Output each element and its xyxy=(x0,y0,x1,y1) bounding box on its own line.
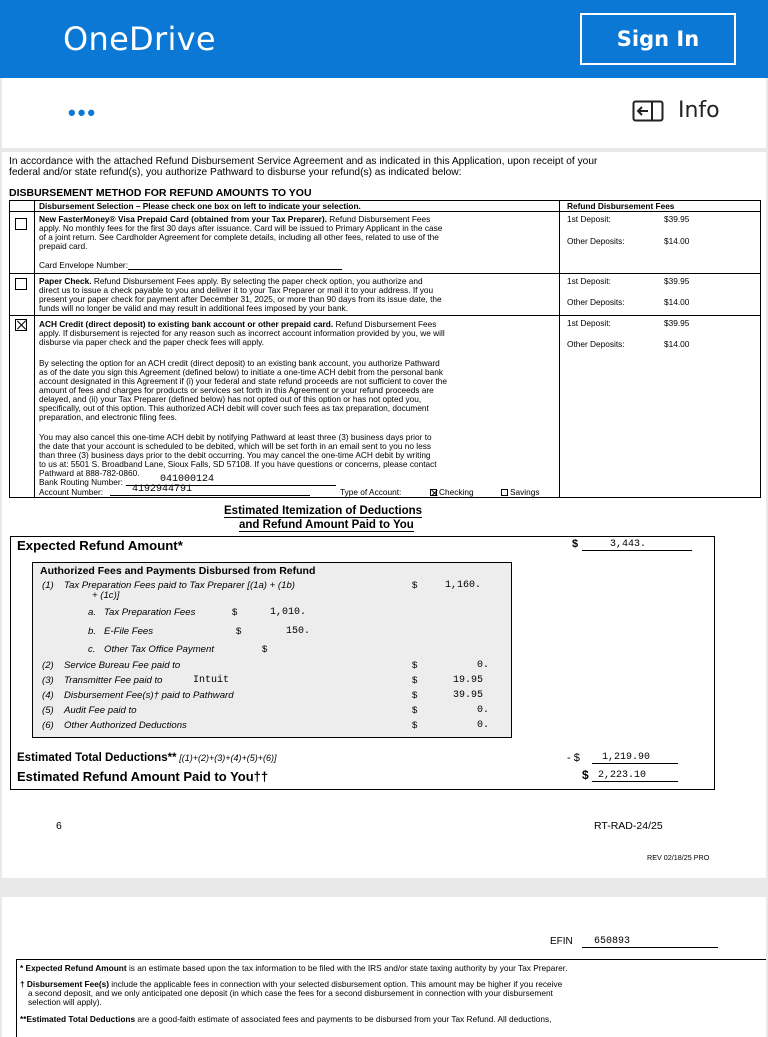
item-1b-label: E-File Fees xyxy=(104,626,154,637)
item-5-value: 0. xyxy=(477,705,490,716)
ach-credit-title: ACH Credit (direct deposit) to existing bank account or other prepaid card. xyxy=(39,319,334,329)
paper-check-checkbox[interactable] xyxy=(15,278,27,290)
item-1-number: (1) xyxy=(42,580,54,591)
card-envelope-label: Card Envelope Number: xyxy=(39,260,129,270)
intro-text-line-2: federal and/or state refund(s), you authorize Pathward to disburse your refund(s) as indicated below: xyxy=(9,167,462,178)
other-deposits-fee: $14.00 xyxy=(664,236,690,246)
page-number: 6 xyxy=(56,820,62,832)
ach-paragraph-2: than three (3) business days prior to the debit occurring. You may cancel the one-time ACH debit by writing xyxy=(39,450,431,460)
section-title: DISBURSEMENT METHOD FOR REFUND AMOUNTS TO YOU xyxy=(9,187,312,199)
other-deposits-label: Other Deposits: xyxy=(567,236,625,246)
item-3-value: 19.95 xyxy=(453,675,484,686)
selection-column-header: Disbursement Selection – Please check one box on left to indicate your selection. xyxy=(39,201,361,211)
item-1c-label: Other Tax Office Payment xyxy=(104,644,215,655)
app-header xyxy=(0,0,768,78)
fees-column-header: Refund Disbursement Fees xyxy=(567,201,675,211)
item-4-dollar: $ xyxy=(412,690,418,701)
other-deposits-fee: $14.00 xyxy=(664,339,690,349)
other-deposits-label: Other Deposits: xyxy=(567,297,625,307)
item-1c-letter: c. xyxy=(88,644,96,655)
item-6-number: (6) xyxy=(42,720,54,731)
note-total-deductions-text: are a good-faith estimate of associated fees and payments to be disbursed from your Tax Refund. All deductions, xyxy=(135,1014,552,1024)
item-3-number: (3) xyxy=(42,675,54,686)
item-1b-value: 150. xyxy=(286,626,311,637)
account-number-label: Account Number: xyxy=(39,487,104,497)
other-deposits-label: Other Deposits: xyxy=(567,339,625,349)
note-disbursement-text: include the applicable fees in connection with your selected disbursement option. This amount may be higher if you receive xyxy=(109,979,563,989)
savings-option[interactable] xyxy=(501,488,540,497)
itemization-subtitle: and Refund Amount Paid to You xyxy=(239,519,414,531)
item-1-label: Tax Preparation Fees paid to Tax Preparer [(1a) + (1b) xyxy=(64,580,295,591)
ach-paragraph-1: account designated in this Agreement if (i) your federal and state refund proceeds are not sufficient to cover the xyxy=(39,376,448,386)
item-3-dollar: $ xyxy=(412,675,418,686)
item-1b-letter: b. xyxy=(88,626,97,637)
total-deductions-label: Estimated Total Deductions** xyxy=(17,752,177,764)
item-4-label: Disbursement Fee(s)† paid to Pathward xyxy=(64,690,234,701)
card-envelope-field[interactable] xyxy=(128,269,342,270)
item-1-value: 1,160. xyxy=(445,580,482,591)
form-id: RT-RAD-24/25 xyxy=(594,820,663,832)
ach-credit-checkbox-checked[interactable] xyxy=(15,319,27,331)
account-number-field[interactable]: 4192944791 xyxy=(110,485,310,496)
ach-paragraph-1: delayed, and (ii) your Tax Preparer (defined below) has not opted out of this option or has not opted you, xyxy=(39,394,422,404)
total-deductions-formula: [(1)+(2)+(3)+(4)+(5)+(6)] xyxy=(179,753,277,763)
note-disbursement-text: a second deposit, and we only anticipated one deposit (in which case the fees for a second disbursement in connection with your disbursement xyxy=(28,988,553,998)
first-deposit-fee: $39.95 xyxy=(664,318,690,328)
item-4-value: 39.95 xyxy=(453,690,484,701)
prepaid-card-checkbox[interactable] xyxy=(15,218,27,230)
item-1a-letter: a. xyxy=(88,607,97,618)
intro-text-line-1: In accordance with the attached Refund Disbursement Service Agreement and as indicated in this Application, upon receipt of your xyxy=(9,156,598,167)
item-2-value: 0. xyxy=(477,660,490,671)
sign-in-button[interactable]: Sign In xyxy=(580,13,736,65)
other-deposits-fee: $14.00 xyxy=(664,297,690,307)
prepaid-card-text: prepaid card. xyxy=(39,241,88,251)
first-deposit-label: 1st Deposit: xyxy=(567,276,611,286)
checking-option[interactable] xyxy=(430,488,474,497)
refund-paid-label: Estimated Refund Amount Paid to You†† xyxy=(17,769,269,784)
note-disbursement-text: selection will apply). xyxy=(28,997,102,1007)
paper-check-title: Paper Check. xyxy=(39,276,92,286)
item-2-number: (2) xyxy=(42,660,54,671)
ach-paragraph-2: You may also cancel this one-time ACH debit by notifying Pathward at least three (3) business days prior to xyxy=(39,432,432,442)
document-page xyxy=(2,152,766,878)
item-6-dollar: $ xyxy=(412,720,418,731)
first-deposit-fee: $39.95 xyxy=(664,214,690,224)
ach-credit-text: Refund Disbursement Fees xyxy=(335,319,437,329)
ach-paragraph-1: as of the date you sign this Agreement (defined below) to initiate a one-time ACH debit from the personal bank xyxy=(39,367,444,377)
total-deductions-dollar: - $ xyxy=(567,752,580,764)
item-1a-value: 1,010. xyxy=(270,607,307,618)
item-4-number: (4) xyxy=(42,690,54,701)
paper-check-text: direct us to issue a check payable to you and deliver it to your Tax Preparer or mail it to your address. If you xyxy=(39,285,434,295)
item-1a-label: Tax Preparation Fees xyxy=(104,607,196,618)
note-total-deductions-term: **Estimated Total Deductions xyxy=(20,1014,136,1024)
prepaid-card-text: of a joint return. See Cardholder Agreement for complete details, including all other fees, related to use of the xyxy=(39,232,439,242)
ach-paragraph-2: to us at: 5501 S. Broadband Lane, Sioux Falls, SD 57108. If you have questions or concerns, please contact xyxy=(39,459,437,469)
itemization-title: Estimated Itemization of Deductions xyxy=(224,505,423,517)
ach-paragraph-2: the date that your account is scheduled to be debited, which will be set forth in an email sent to you no less xyxy=(39,441,432,451)
ach-paragraph-1: By selecting the option for an ACH credit (direct deposit) to an existing bank account, you authorize Pathward xyxy=(39,358,440,368)
paper-check-text: Refund Disbursement Fees apply. By selecting the paper check option, you authorize and xyxy=(93,276,423,286)
expected-refund-label: Expected Refund Amount* xyxy=(17,538,183,553)
refund-paid-value: 2,223.10 xyxy=(592,771,678,782)
item-3-label: Transmitter Fee paid to xyxy=(64,675,163,686)
item-3-payee: Intuit xyxy=(193,675,230,686)
ach-credit-text: disburse via paper check and the paper check fees will apply. xyxy=(39,337,264,347)
first-deposit-label: 1st Deposit: xyxy=(567,318,611,328)
command-bar xyxy=(2,78,766,148)
authorized-fees-title: Authorized Fees and Payments Disbursed from Refund xyxy=(40,565,316,577)
note-expected-refund-text: is an estimate based upon the tax information to be filed with the IRS and/or state taxing authority by your Tax Preparer. xyxy=(126,963,568,973)
refund-paid-dollar: $ xyxy=(582,768,589,782)
info-button[interactable] xyxy=(632,98,720,123)
item-2-label: Service Bureau Fee paid to xyxy=(64,660,181,671)
more-options-button[interactable]: ••• xyxy=(68,100,98,125)
prepaid-card-title: New FasterMoney® Visa Prepaid Card (obtained from your Tax Preparer). xyxy=(39,214,327,224)
item-1a-dollar: $ xyxy=(232,607,238,618)
expected-refund-dollar: $ xyxy=(572,538,579,550)
prepaid-card-text: Refund Disbursement Fees xyxy=(329,214,431,224)
prepaid-card-text: apply. No monthly fees for the first 30 days after issuance. Card will be issued to Primary Applicant in the case xyxy=(39,223,443,233)
first-deposit-label: 1st Deposit: xyxy=(567,214,611,224)
document-page-2 xyxy=(2,897,766,1037)
ach-paragraph-1: amount of fees and charges for products or services set forth in this Agreement or your refund proceeds are xyxy=(39,385,434,395)
expected-refund-value: 3,443. xyxy=(582,540,692,551)
item-2-dollar: $ xyxy=(412,660,418,671)
paper-check-text: present your paper check for payment after December 31, 2025, or more than 90 days from its issue date, the xyxy=(39,294,442,304)
account-type-label: Type of Account: xyxy=(340,487,402,497)
total-deductions-value: 1,219.90 xyxy=(592,753,678,764)
ach-paragraph-2: Pathward at 888-782-0860. xyxy=(39,468,140,478)
info-pane-icon xyxy=(632,100,664,122)
note-disbursement-term: † Disbursement Fee(s) xyxy=(20,979,109,989)
ach-paragraph-1: specifically, out of this option. This authorized ACH debit will cover such fees as tax preparation, document xyxy=(39,403,429,413)
savings-checkbox[interactable] xyxy=(501,489,508,496)
routing-number-label: Bank Routing Number: xyxy=(39,477,123,487)
item-1b-dollar: $ xyxy=(236,626,242,637)
ach-paragraph-1: preparation, and electronic filing fees. xyxy=(39,412,177,422)
efin-label: EFIN xyxy=(550,936,573,947)
checking-label: Checking xyxy=(439,487,474,497)
routing-number-field[interactable]: 041000124 xyxy=(126,475,336,486)
revision-label: REV 02/18/25 PRO xyxy=(647,853,710,862)
item-5-number: (5) xyxy=(42,705,54,716)
onedrive-logo[interactable]: OneDrive xyxy=(63,20,216,58)
item-1c-dollar: $ xyxy=(262,644,268,655)
item-6-value: 0. xyxy=(477,720,490,731)
note-expected-refund-term: * Expected Refund Amount xyxy=(20,963,127,973)
ach-credit-text: apply. If disbursement is rejected for any reason such as incorrect account information provided by you, we will xyxy=(39,328,445,338)
item-5-dollar: $ xyxy=(412,705,418,716)
item-6-label: Other Authorized Deductions xyxy=(64,720,187,731)
savings-label: Savings xyxy=(510,487,540,497)
info-label: Info xyxy=(678,98,720,123)
item-1-label-cont: + (1c)] xyxy=(92,590,120,601)
item-1-dollar: $ xyxy=(412,580,418,591)
efin-value: 650893 xyxy=(582,937,718,948)
paper-check-text: funds will no longer be valid and may result in additional fees imposed by your bank. xyxy=(39,303,349,313)
first-deposit-fee: $39.95 xyxy=(664,276,690,286)
checking-checkbox-checked[interactable] xyxy=(430,489,437,496)
item-5-label: Audit Fee paid to xyxy=(64,705,137,716)
